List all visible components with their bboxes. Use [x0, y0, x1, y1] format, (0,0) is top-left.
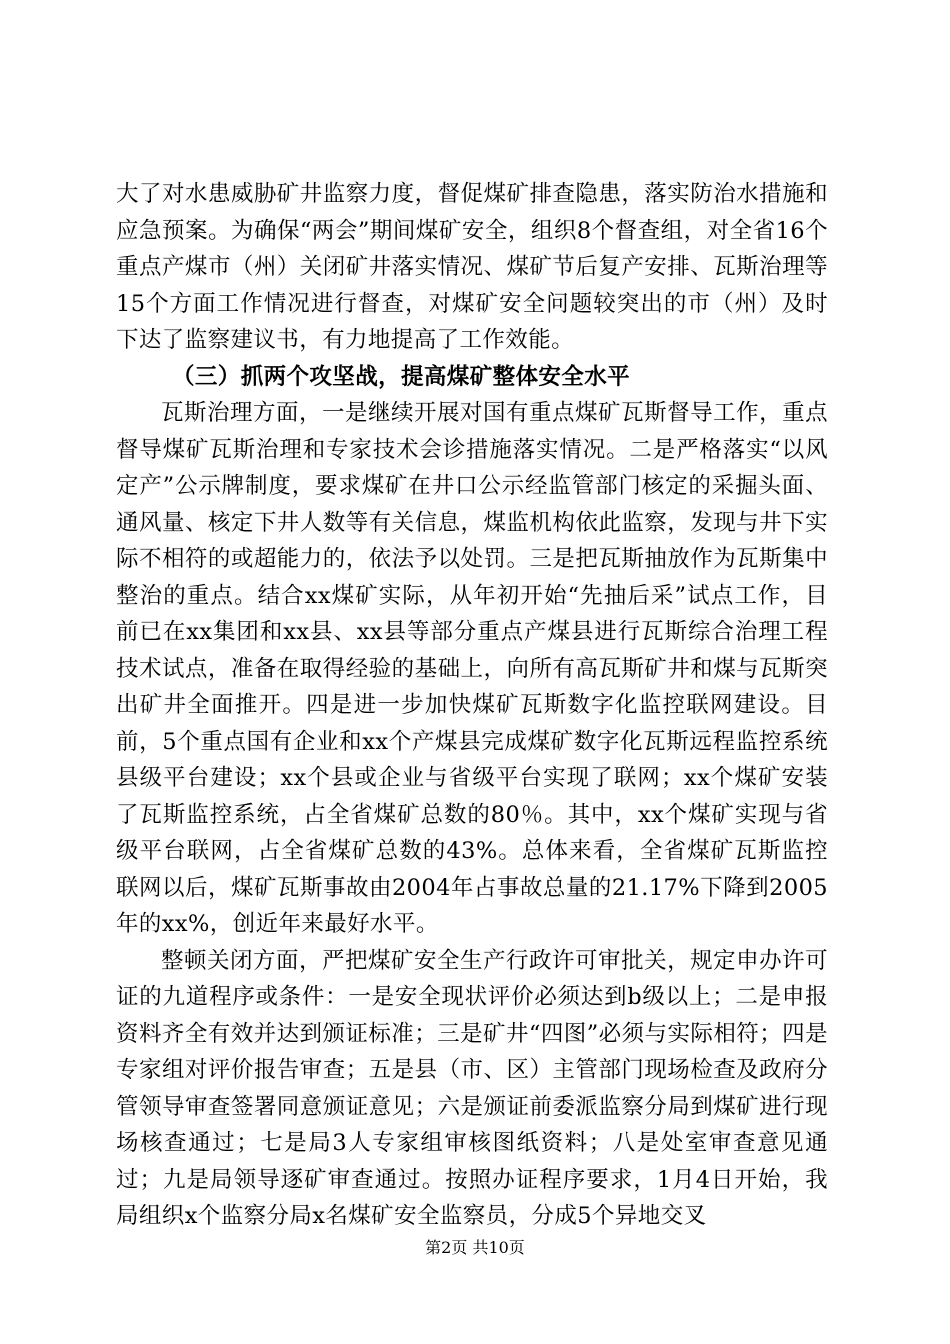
paragraph-continuation: 大了对水患威胁矿井监察力度，督促煤矿排查隐患，落实防治水措施和应急预案。为确保“两会”期间煤矿安全，组织8个督查组，对全省16个重点产煤市（州）关闭矿井落实情况、煤矿节后复产安排、瓦斯治理等15个方面工作情况进行督查，对煤矿安全问题较突出的市（州）及时下达了监察建议书，有力地提高了工作效能。: [116, 181, 828, 353]
paragraph-rectification: 整顿关闭方面，严把煤矿安全生产行政许可审批关，规定申办许可证的九道程序或条件：一是安全现状评价必须达到b级以上；二是申报资料齐全有效并达到颁证标准；三是矿井“四图”必须与实际相符；四是专家组对评价报告审查；五是县（市、区）主管部门现场检查及政府分管领导审查签署同意颁证意见；六是颁证前委派监察分局到煤矿进行现场核查通过；七是局3人专家组审核图纸资料；八是处室审查意见通过；九是局领导逐矿审查通过。按照办证程序要求，1月4日开始，我局组织x个监察分局x名煤矿安全监察员，分成5个异地交叉: [116, 947, 828, 1229]
page-footer: 第2页 共10页: [425, 1238, 525, 1257]
paragraph-gas-control: 瓦斯治理方面，一是继续开展对国有重点煤矿瓦斯督导工作，重点督导煤矿瓦斯治理和专家技术会诊措施落实情况。二是严格落实“以风定产”公示牌制度，要求煤矿在井口公示经监管部门核定的采掘头面、通风量、核定下井人数等有关信息，煤监机构依此监察，发现与井下实际不相符的或超能力的，依法予以处罚。三是把瓦斯抽放作为瓦斯集中整治的重点。结合xx煤矿实际，从年初开始“先抽后采”试点工作，目前已在xx集团和xx县、xx县等部分重点产煤县进行瓦斯综合治理工程技术试点，准备在取得经验的基础上，向所有高瓦斯矿井和煤与瓦斯突出矿井全面推开。四是进一步加快煤矿瓦斯数字化监控联网建设。目前，5个重点国有企业和xx个产煤县完成煤矿数字化瓦斯远程监控系统县级平台建设；xx个县或企业与省级平台实现了联网；xx个煤矿安装了瓦斯监控系统，占全省煤矿总数的80％。其中，xx个煤矿实现与省级平台联网，占全省煤矿总数的43%。总体来看，全省煤矿瓦斯监控联网以后，煤矿瓦斯事故由2004年占事故总量的21.17%下降到2005年的xx%，创近年来最好水平。: [116, 400, 828, 937]
section-heading: （三）抓两个攻坚战，提高煤矿整体安全水平: [172, 363, 631, 390]
document-body: [116, 176, 828, 1235]
